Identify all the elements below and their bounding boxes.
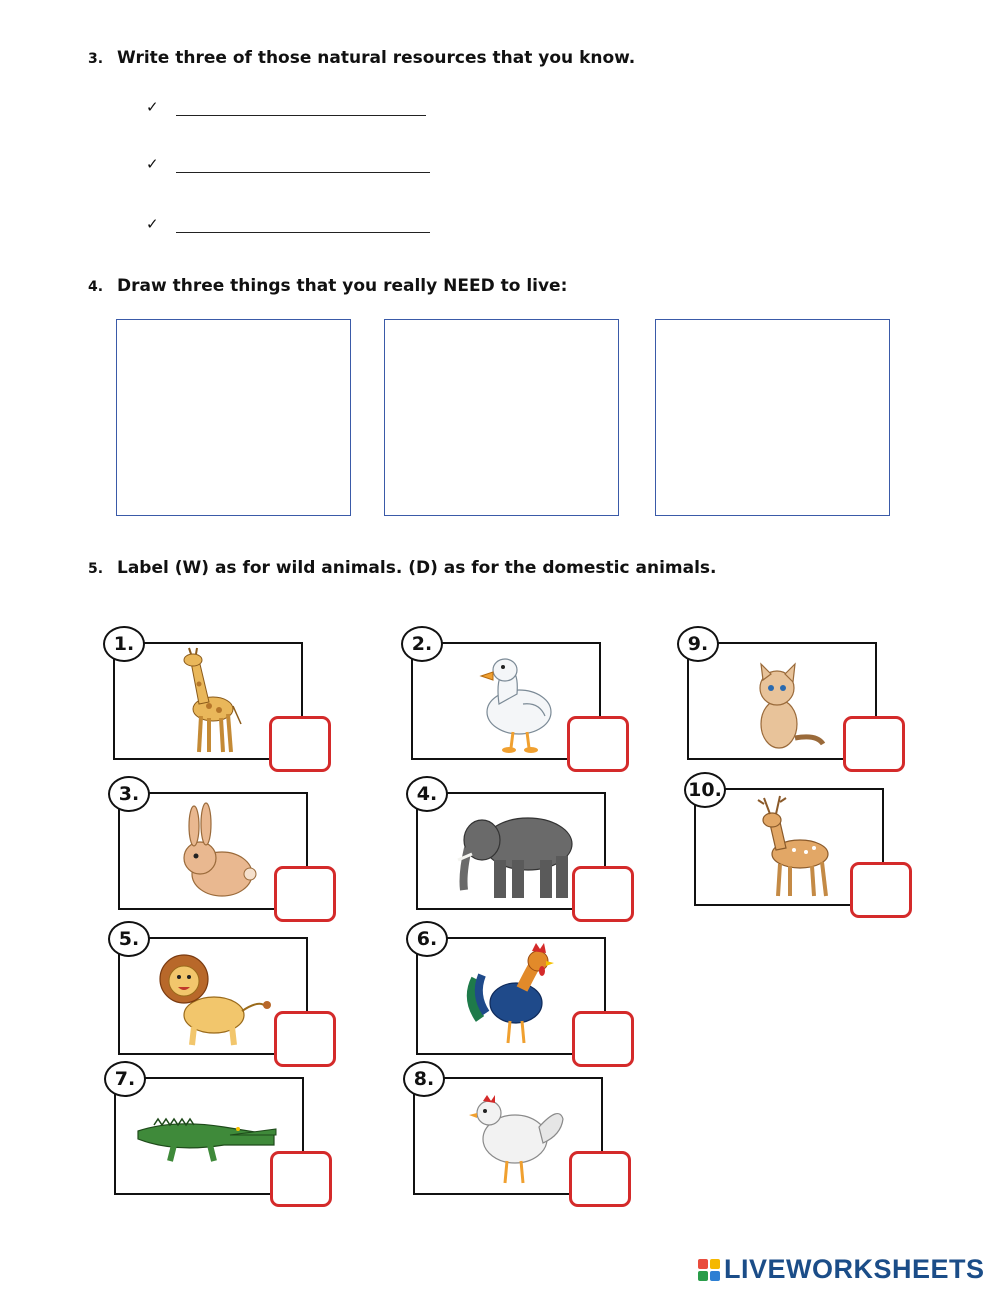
deer-icon xyxy=(714,790,864,902)
answer-box[interactable] xyxy=(274,866,336,922)
animal-card-rabbit xyxy=(108,776,338,926)
logo-tile xyxy=(698,1271,708,1281)
question-number: 5. xyxy=(88,561,104,577)
animal-number-badge: 7. xyxy=(104,1061,146,1097)
question-text: Label (W) as for wild animals. (D) as for the domestic animals. xyxy=(117,558,717,578)
logo-tiles-icon xyxy=(698,1259,720,1281)
cat-icon xyxy=(707,644,857,756)
logo-tile xyxy=(710,1259,720,1269)
animal-number-badge: 4. xyxy=(406,776,448,812)
answer-box[interactable] xyxy=(270,1151,332,1207)
animal-number-badge: 8. xyxy=(403,1061,445,1097)
animal-card-cat xyxy=(677,626,907,776)
question-number: 3. xyxy=(88,51,104,67)
animal-number-badge: 2. xyxy=(401,626,443,662)
animal-number-badge: 1. xyxy=(103,626,145,662)
logo-tile xyxy=(710,1271,720,1281)
animal-card-crocodile xyxy=(104,1061,334,1211)
drawing-box-3[interactable] xyxy=(655,319,890,516)
rabbit-icon xyxy=(138,794,288,906)
answer-box[interactable] xyxy=(274,1011,336,1067)
rooster-icon xyxy=(436,939,586,1051)
checkmark-icon: ✓ xyxy=(146,215,159,233)
liveworksheets-logo xyxy=(698,1254,985,1285)
question-5 xyxy=(88,558,716,578)
checkmark-icon: ✓ xyxy=(146,98,159,116)
answer-row-2 xyxy=(146,155,430,173)
checkmark-icon: ✓ xyxy=(146,155,159,173)
duck-icon xyxy=(431,644,581,756)
logo-tile xyxy=(698,1259,708,1269)
animal-card-elephant xyxy=(406,776,636,926)
animal-number-badge: 5. xyxy=(108,921,150,957)
logo-text: LIVEWORKSHEETS xyxy=(724,1254,985,1284)
animal-number-badge: 10. xyxy=(684,772,726,808)
answer-line[interactable] xyxy=(176,101,426,116)
question-number: 4. xyxy=(88,279,104,295)
answer-box[interactable] xyxy=(572,866,634,922)
answer-row-3 xyxy=(146,215,430,233)
drawing-box-2[interactable] xyxy=(384,319,619,516)
answer-box[interactable] xyxy=(572,1011,634,1067)
answer-box[interactable] xyxy=(850,862,912,918)
animal-number-badge: 3. xyxy=(108,776,150,812)
animal-card-deer xyxy=(684,772,914,922)
animal-card-giraffe xyxy=(103,626,333,776)
giraffe-icon xyxy=(133,644,283,756)
question-3 xyxy=(88,48,635,68)
drawing-box-1[interactable] xyxy=(116,319,351,516)
animal-card-hen xyxy=(403,1061,633,1211)
lion-icon xyxy=(138,939,288,1051)
animal-number-badge: 9. xyxy=(677,626,719,662)
elephant-icon xyxy=(436,794,586,906)
answer-box[interactable] xyxy=(567,716,629,772)
question-text: Write three of those natural resources that you know. xyxy=(117,48,636,68)
crocodile-icon xyxy=(134,1079,284,1191)
question-4 xyxy=(88,276,567,296)
hen-icon xyxy=(433,1079,583,1191)
answer-line[interactable] xyxy=(176,158,430,173)
answer-line[interactable] xyxy=(176,218,430,233)
animal-card-rooster xyxy=(406,921,636,1071)
animal-number-badge: 6. xyxy=(406,921,448,957)
animal-card-lion xyxy=(108,921,338,1071)
animal-card-duck xyxy=(401,626,631,776)
answer-box[interactable] xyxy=(569,1151,631,1207)
question-text: Draw three things that you really NEED to live: xyxy=(117,276,568,296)
answer-row-1 xyxy=(146,98,426,116)
answer-box[interactable] xyxy=(269,716,331,772)
answer-box[interactable] xyxy=(843,716,905,772)
